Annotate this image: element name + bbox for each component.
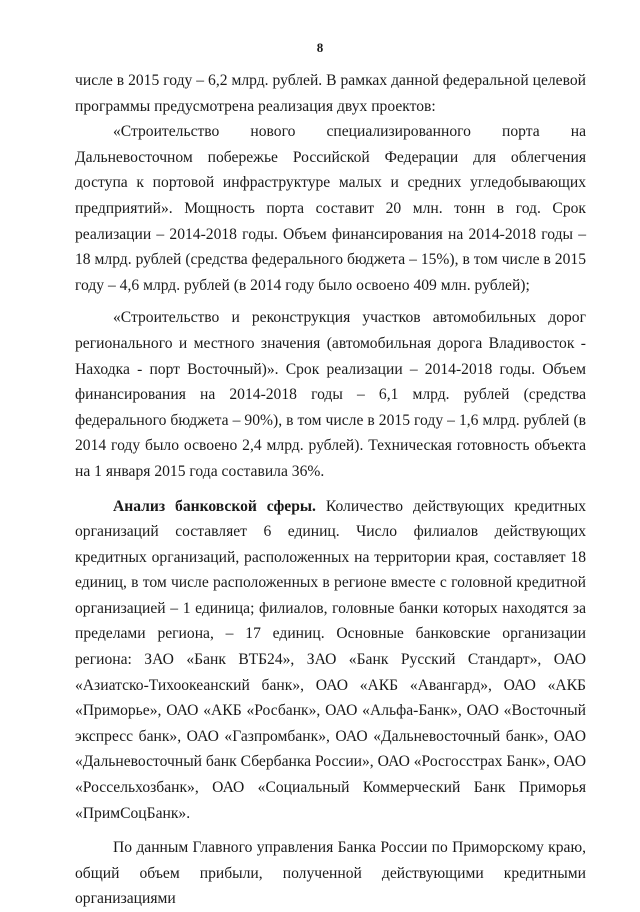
paragraph-port-project: «Строительство нового специализированного порта на Дальневосточном побережье Российской Федерации для облегчения доступа к портовой инфраструктуре малых и средних угледобывающих предприятий». Мощность порта составит 20 млн. тонн в год. Срок реализации – 2014-2018 годы. Объем финансирования на 2014-2018 годы – 18 млрд. рублей (средства федерального бюджета – 15%), в том числе в 2015 году – 4,6 млрд. рублей (в 2014 году было освоено 409 млн. рублей); — [75, 123, 586, 294]
paragraph-road-project: «Строительство и реконструкция участков автомобильных дорог регионального и местного значения (автомобильная дорога Владивосток - Находка - порт Восточный)». Срок реализации – 2014-2018 годы. Объем финансирования на 2014-2018 годы – 6,1 млрд. рублей (средства федерального бюджета – 90%), в том числе в 2015 году – 1,6 млрд. рублей (в 2014 году было освоено 2,4 млрд. рублей). Техническая готовность объекта на 1 января 2015 года составила 36%. — [75, 309, 586, 480]
paragraph-program-intro: числе в 2015 году – 6,2 млрд. рублей. В рамках данной федеральной целевой программы предусмотрена реализация двух проектов: — [75, 72, 586, 115]
document-body — [75, 68, 586, 912]
section-heading-banking: Анализ банковской сферы. — [113, 497, 316, 515]
page-number: 8 — [316, 40, 324, 55]
banking-analysis-text: Количество действующих кредитных организаций составляет 6 единиц. Число филиалов действующих кредитных организаций, расположенных на территории края, составляет 18 единиц, в том числе расположенных в регионе вместе с головной кредитной организацией – 1 единица; филиалов, головные банки которых находятся за пределами региона, – 17 единиц. Основные банковские организации региона: ЗАО «Банк ВТБ24», ЗАО «Банк Русский Стандарт», ОАО «Азиатско-Тихоокеанский банк», ОАО «АКБ «Авангард», ОАО «АКБ «Приморье», ОАО «АКБ «Росбанк», ОАО «Альфа-Банк», ОАО «Восточный экспресс банк», ОАО «Газпромбанк», ОАО «Дальневосточный банк», ОАО «Дальневосточный банк Сбербанка России», ОАО «Росгосстрах Банк», ОАО «Россельхозбанк», ОАО «Социальный Коммерческий Банк Приморья «ПримСоцБанк». — [75, 497, 586, 822]
paragraph-profit-data: По данным Главного управления Банка России по Приморскому краю, общий объем прибыли, полученной действующими кредитными организациями — [75, 839, 586, 908]
paragraph-banking-analysis — [75, 494, 586, 827]
